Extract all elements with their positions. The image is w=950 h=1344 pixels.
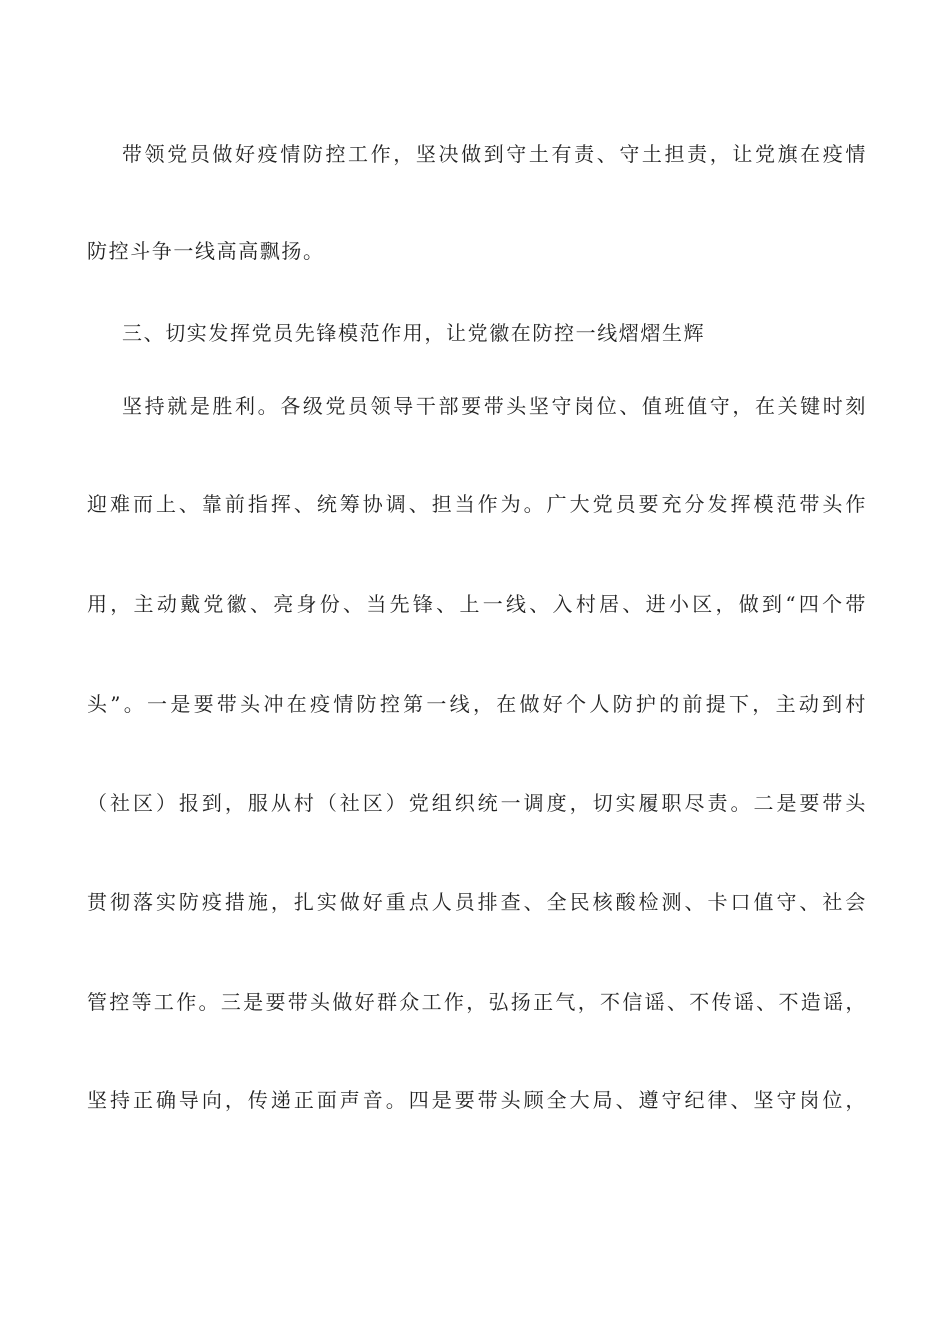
- paragraph-2-line-1: 坚持就是胜利。各级党员领导干部要带头坚守岗位、值班值守，在关键时刻: [122, 394, 867, 418]
- section-heading-3: 三、切实发挥党员先锋模范作用，让党徽在防控一线熠熠生辉: [122, 321, 706, 345]
- paragraph-1-line-1: 带领党员做好疫情防控工作，坚决做到守土有责、守土担责，让党旗在疫情: [122, 142, 867, 166]
- paragraph-2-line-6: 贯彻落实防疫措施，扎实做好重点人员排查、全民核酸检测、卡口值守、社会: [87, 890, 867, 914]
- paragraph-1-line-2: 防控斗争一线高高飘扬。: [87, 239, 325, 263]
- paragraph-2-line-3: 用，主动戴党徽、亮身份、当先锋、上一线、入村居、进小区，做到“四个带: [87, 592, 867, 616]
- paragraph-2-line-8: 坚持正确导向，传递正面声音。四是要带头顾全大局、遵守纪律、坚守岗位，: [87, 1088, 867, 1112]
- paragraph-2-line-5: （社区）报到，服从村（社区）党组织统一调度，切实履职尽责。二是要带头: [87, 791, 867, 815]
- paragraph-2-line-2: 迎难而上、靠前指挥、统筹协调、担当作为。广大党员要充分发挥模范带头作: [87, 492, 867, 516]
- paragraph-2-line-7: 管控等工作。三是要带头做好群众工作，弘扬正气，不信谣、不传谣、不造谣，: [87, 990, 867, 1014]
- paragraph-2-line-4: 头”。一是要带头冲在疫情防控第一线，在做好个人防护的前提下，主动到村: [87, 692, 867, 716]
